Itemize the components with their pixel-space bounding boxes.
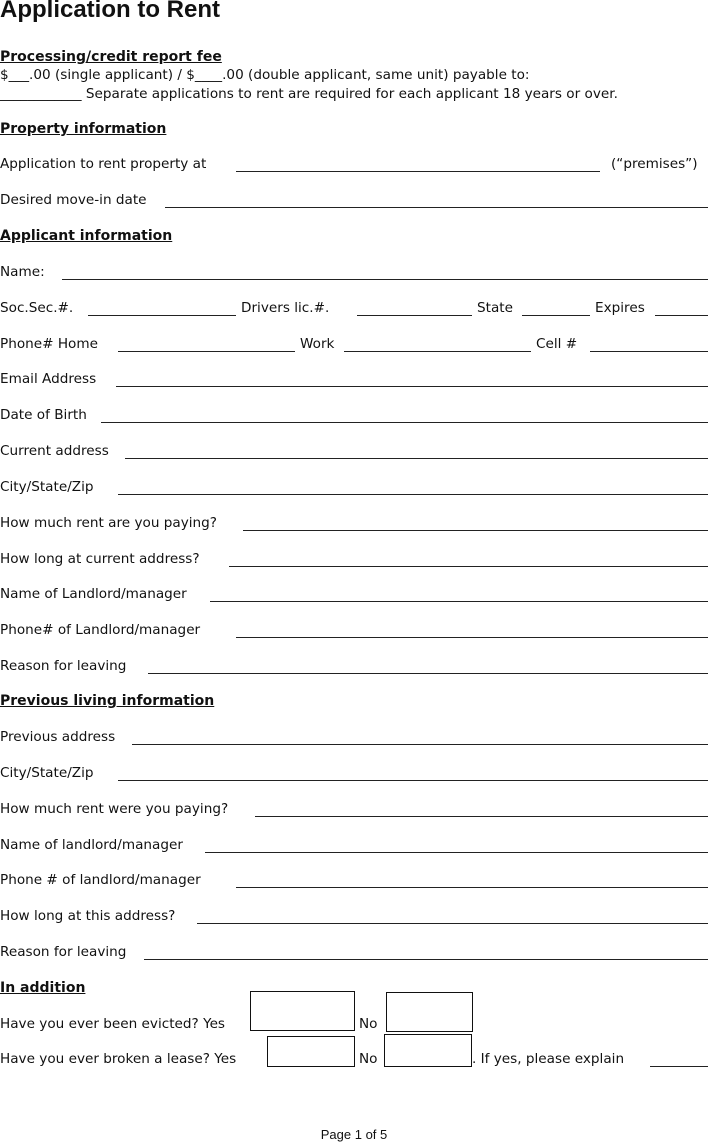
prev-reason-label: Reason for leaving <box>0 944 127 960</box>
dob-label: Date of Birth <box>0 407 87 423</box>
broken-yes-box[interactable] <box>267 1036 355 1067</box>
evicted-label: Have you ever been evicted? Yes <box>0 1016 226 1032</box>
how-long-label: How long at current address? <box>0 551 200 567</box>
property-heading: Property information <box>0 121 167 137</box>
drivers-field[interactable] <box>357 315 472 316</box>
phone-home-field[interactable] <box>118 351 295 352</box>
evicted-no-label: No <box>359 1016 378 1032</box>
rent-label: How much rent are you paying? <box>0 515 218 531</box>
prev-how-long-field[interactable] <box>197 923 708 924</box>
broken-no-box[interactable] <box>384 1034 472 1067</box>
city-field[interactable] <box>118 494 708 495</box>
current-address-field[interactable] <box>125 458 708 459</box>
how-long-field[interactable] <box>229 566 708 567</box>
prev-address-label: Previous address <box>0 729 116 745</box>
email-label: Email Address <box>0 371 97 387</box>
evicted-yes-box[interactable] <box>250 991 355 1031</box>
explain-field[interactable] <box>650 1066 708 1067</box>
phone-home-label: Phone# Home <box>0 336 98 352</box>
landlord-phone-field[interactable] <box>236 637 708 638</box>
prev-city-field[interactable] <box>118 780 708 781</box>
prev-city-label: City/State/Zip <box>0 765 94 781</box>
cell-label: Cell # <box>536 336 578 352</box>
landlord-label: Name of Landlord/manager <box>0 586 187 602</box>
movein-field[interactable] <box>165 207 708 208</box>
broken-lease-label: Have you ever broken a lease? Yes <box>0 1051 237 1067</box>
prev-landlord-field[interactable] <box>205 852 708 853</box>
explain-label: . If yes, please explain <box>472 1051 625 1067</box>
current-address-label: Current address <box>0 443 109 459</box>
landlord-phone-label: Phone# of Landlord/manager <box>0 622 201 638</box>
evicted-no-box[interactable] <box>386 992 473 1032</box>
prev-rent-label: How much rent were you paying? <box>0 801 229 817</box>
reason-field[interactable] <box>148 673 708 674</box>
expires-field[interactable] <box>655 315 708 316</box>
fee-heading: Processing/credit report fee <box>0 49 222 65</box>
page-title: Application to Rent <box>0 0 220 23</box>
page-number: Page 1 of 5 <box>320 1127 388 1142</box>
landlord-field[interactable] <box>210 601 708 602</box>
reason-label: Reason for leaving <box>0 658 127 674</box>
prev-rent-field[interactable] <box>255 816 708 817</box>
drivers-label: Drivers lic.#. <box>241 300 330 316</box>
prev-how-long-label: How long at this address? <box>0 908 176 924</box>
movein-label: Desired move-in date <box>0 192 147 208</box>
fee-line-2: ____________ Separate applications to rent are required for each applicant 18 years or over. <box>0 86 618 102</box>
premises-label: (“premises”) <box>611 156 698 172</box>
broken-no-label: No <box>359 1051 378 1067</box>
ssn-label: Soc.Sec.#. <box>0 300 74 316</box>
expires-label: Expires <box>595 300 645 316</box>
applicant-heading: Applicant information <box>0 228 173 244</box>
prev-landlord-phone-field[interactable] <box>236 887 708 888</box>
addition-heading: In addition <box>0 980 86 996</box>
dob-field[interactable] <box>101 422 708 423</box>
name-label: Name: <box>0 264 45 280</box>
fee-line-1: $___.00 (single applicant) / $____.00 (double applicant, same unit) payable to: <box>0 67 530 83</box>
property-address-field[interactable] <box>236 171 600 172</box>
work-phone-field[interactable] <box>344 351 531 352</box>
email-field[interactable] <box>116 386 708 387</box>
work-label: Work <box>300 336 335 352</box>
state-label: State <box>477 300 513 316</box>
cell-field[interactable] <box>590 351 708 352</box>
property-address-label: Application to rent property at <box>0 156 207 172</box>
name-field[interactable] <box>62 279 708 280</box>
prev-reason-field[interactable] <box>144 959 708 960</box>
prev-landlord-phone-label: Phone # of landlord/manager <box>0 872 201 888</box>
prev-address-field[interactable] <box>132 744 708 745</box>
city-label: City/State/Zip <box>0 479 94 495</box>
prev-landlord-label: Name of landlord/manager <box>0 837 183 853</box>
ssn-field[interactable] <box>88 315 236 316</box>
previous-heading: Previous living information <box>0 693 215 709</box>
rent-field[interactable] <box>243 530 708 531</box>
state-field[interactable] <box>522 315 590 316</box>
